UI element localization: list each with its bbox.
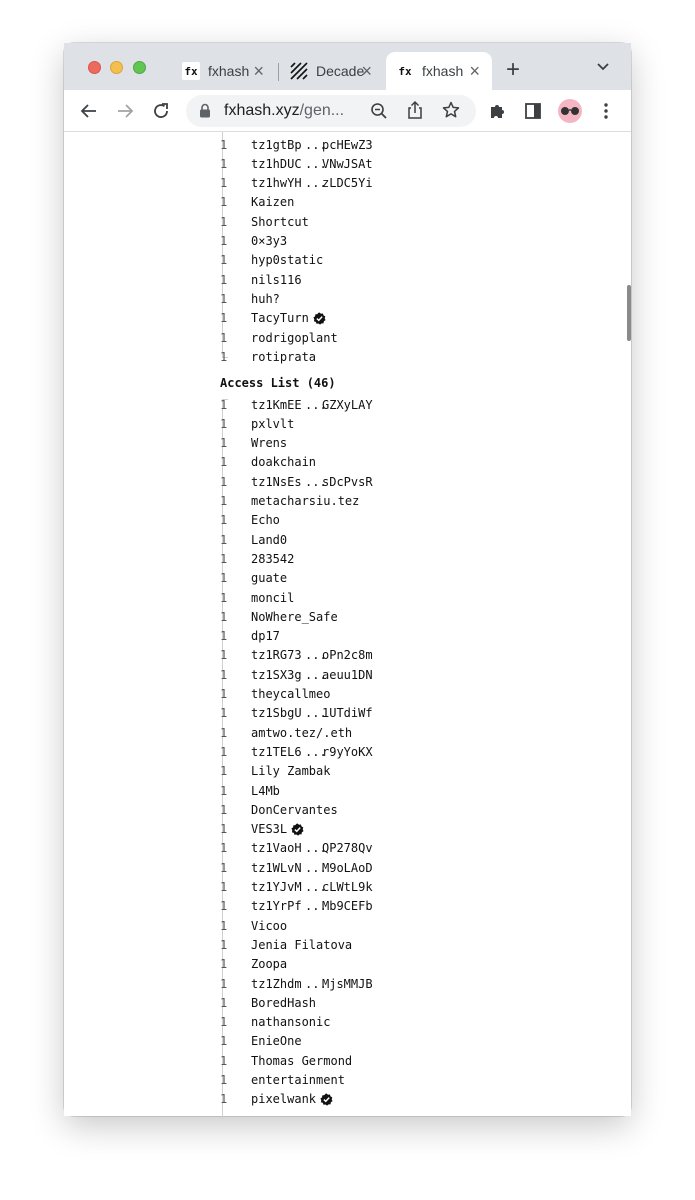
list-item bbox=[220, 193, 294, 212]
owner-name: huh? bbox=[251, 291, 280, 306]
address-suffix: sDcPvsR bbox=[322, 474, 373, 489]
sunglasses-icon bbox=[560, 106, 580, 116]
list-item bbox=[220, 549, 294, 568]
owner-name: entertainment bbox=[251, 1073, 345, 1087]
address-prefix: tz1VaoH bbox=[251, 841, 302, 856]
tab-label: Decade bbox=[316, 63, 365, 79]
list-item bbox=[220, 993, 316, 1012]
address-suffix: cLWtL9k bbox=[322, 880, 373, 894]
side-panel-icon[interactable] bbox=[522, 100, 544, 122]
forward-arrow-icon[interactable] bbox=[114, 100, 136, 122]
owner-link[interactable] bbox=[251, 668, 373, 682]
extensions-puzzle-icon[interactable] bbox=[486, 100, 508, 122]
item-quantity: 1 bbox=[220, 899, 228, 914]
owner-name: L4Mb bbox=[251, 783, 280, 798]
item-quantity: 1 bbox=[220, 311, 228, 326]
list-item bbox=[220, 820, 304, 839]
address-suffix: M9oLAoD bbox=[322, 860, 373, 875]
browser-toolbar bbox=[64, 90, 631, 132]
access-list-title: Access List (46) bbox=[220, 376, 336, 390]
item-quantity: 1 bbox=[220, 629, 228, 644]
item-quantity: 1 bbox=[220, 416, 228, 431]
owner-name: Land0 bbox=[251, 532, 288, 547]
list-item bbox=[220, 492, 359, 511]
owner-link[interactable] bbox=[251, 571, 287, 585]
profile-avatar[interactable] bbox=[558, 99, 582, 123]
list-item bbox=[220, 955, 287, 974]
owner-link[interactable] bbox=[251, 436, 287, 450]
list-item bbox=[220, 270, 302, 289]
list-item bbox=[220, 530, 287, 549]
close-window-button[interactable] bbox=[88, 61, 101, 74]
item-quantity: 1 bbox=[220, 995, 228, 1010]
owner-link[interactable] bbox=[251, 687, 330, 701]
owner-link[interactable] bbox=[251, 292, 280, 306]
list-item bbox=[220, 935, 352, 954]
item-quantity: 1 bbox=[220, 802, 228, 817]
list-item bbox=[220, 154, 373, 173]
address-suffix: Mb9CEFb bbox=[322, 899, 373, 914]
item-quantity: 1 bbox=[220, 744, 228, 759]
owner-name: 0×3y3 bbox=[251, 234, 288, 248]
tab-label: fxhash bbox=[422, 63, 464, 79]
owner-name: VES3L bbox=[251, 822, 288, 837]
bookmark-star-icon[interactable] bbox=[442, 101, 460, 124]
item-quantity: 1 bbox=[220, 1053, 228, 1068]
owner-name: TacyTurn bbox=[251, 311, 309, 326]
list-item bbox=[220, 665, 373, 684]
owner-link[interactable] bbox=[251, 764, 330, 778]
item-quantity: 1 bbox=[220, 349, 228, 364]
address-ellipsis: ... bbox=[305, 667, 327, 682]
owner-link[interactable] bbox=[251, 533, 287, 547]
tab-decade[interactable] bbox=[280, 52, 384, 90]
url-path: /gen... bbox=[299, 102, 345, 119]
address-suffix: r9yYoKX bbox=[322, 744, 373, 759]
list-item bbox=[220, 1051, 352, 1070]
owner-link[interactable] bbox=[251, 273, 302, 287]
list-item bbox=[220, 704, 373, 723]
address-prefix: tz1WLvN bbox=[251, 860, 302, 875]
address-ellipsis: ... bbox=[305, 976, 327, 991]
item-quantity: 1 bbox=[220, 474, 228, 489]
item-quantity: 1 bbox=[220, 291, 228, 306]
page-content bbox=[64, 132, 631, 1116]
owner-link[interactable] bbox=[251, 726, 352, 740]
address-suffix: zLDC5Yi bbox=[322, 176, 373, 191]
list-item bbox=[220, 839, 373, 858]
list-item bbox=[220, 395, 373, 414]
owner-name: moncil bbox=[251, 590, 295, 605]
item-quantity: 1 bbox=[220, 195, 228, 210]
share-icon[interactable] bbox=[406, 101, 424, 125]
address-suffix: QP278Qv bbox=[322, 841, 373, 856]
list-item bbox=[220, 762, 330, 781]
owner-link[interactable] bbox=[251, 253, 323, 267]
owner-link[interactable] bbox=[251, 957, 287, 971]
owner-name: theycallmeo bbox=[251, 687, 331, 701]
address-ellipsis: ... bbox=[305, 744, 327, 759]
fx-logo-icon: fx bbox=[396, 62, 414, 80]
tab-close-icon[interactable]: × bbox=[253, 61, 264, 81]
verified-badge-icon bbox=[320, 1093, 333, 1106]
item-quantity: 1 bbox=[220, 494, 228, 508]
back-arrow-icon[interactable] bbox=[78, 100, 100, 122]
list-item bbox=[220, 135, 373, 154]
list-item bbox=[220, 878, 373, 897]
owner-name: NoWhere_Safe bbox=[251, 609, 338, 624]
address-prefix: tz1SbgU bbox=[251, 706, 302, 721]
item-quantity: 1 bbox=[220, 455, 228, 470]
owner-link[interactable] bbox=[251, 215, 309, 229]
item-quantity: 1 bbox=[220, 234, 228, 248]
owner-link[interactable] bbox=[251, 938, 352, 952]
list-item bbox=[220, 251, 323, 270]
list-item bbox=[220, 1032, 302, 1051]
minimize-window-button[interactable] bbox=[110, 61, 123, 74]
address-ellipsis: ... bbox=[305, 899, 327, 914]
item-quantity: 1 bbox=[220, 532, 228, 547]
owner-link[interactable] bbox=[251, 1034, 302, 1048]
owner-name: pxlvlt bbox=[251, 416, 295, 431]
tab-separator bbox=[278, 63, 279, 81]
reload-icon[interactable] bbox=[150, 100, 172, 122]
address-prefix: tz1Zhdm bbox=[251, 976, 302, 991]
item-quantity: 1 bbox=[220, 957, 228, 972]
zoom-window-button[interactable] bbox=[133, 61, 146, 74]
list-item bbox=[220, 858, 373, 877]
owner-link[interactable] bbox=[251, 494, 359, 508]
address-suffix: 1UTdiWf bbox=[322, 706, 373, 721]
owner-link[interactable] bbox=[251, 157, 373, 171]
tab-fxhash-active[interactable] bbox=[386, 52, 492, 90]
owner-link[interactable] bbox=[251, 176, 373, 190]
address-suffix: oPn2c8m bbox=[322, 648, 373, 663]
owner-link[interactable] bbox=[251, 1054, 352, 1068]
list-item bbox=[220, 212, 309, 231]
address-prefix: tz1RG73 bbox=[251, 648, 302, 663]
owner-name: rodrigoplant bbox=[251, 330, 338, 345]
owner-link[interactable] bbox=[251, 552, 294, 566]
owner-name: nils116 bbox=[251, 272, 302, 287]
item-quantity: 1 bbox=[220, 571, 228, 586]
owner-name: Thomas Germond bbox=[251, 1053, 353, 1068]
item-quantity: 1 bbox=[220, 176, 228, 191]
owner-name: Vicoo bbox=[251, 918, 288, 933]
list-item bbox=[220, 800, 338, 819]
zoom-icon[interactable] bbox=[370, 102, 388, 125]
address-ellipsis: ... bbox=[305, 137, 327, 152]
owner-name: metacharsiu.tez bbox=[251, 494, 360, 508]
item-quantity: 1 bbox=[220, 880, 228, 894]
list-item bbox=[220, 347, 316, 366]
list-item bbox=[220, 174, 373, 193]
address-suffix: aeuu1DN bbox=[322, 667, 373, 682]
address-suffix: pcHEwZ3 bbox=[322, 137, 373, 152]
owner-name: amtwo.tez/.eth bbox=[251, 725, 353, 740]
list-item bbox=[220, 1013, 330, 1032]
owner-link[interactable] bbox=[251, 977, 373, 991]
owner-name: Wrens bbox=[251, 436, 288, 451]
owner-link[interactable] bbox=[251, 610, 338, 624]
stripes-logo-icon bbox=[290, 62, 308, 80]
item-quantity: 1 bbox=[220, 253, 228, 268]
item-quantity: 1 bbox=[220, 397, 228, 412]
list-item bbox=[220, 511, 280, 530]
owner-link[interactable] bbox=[251, 455, 316, 469]
address-suffix: GZXyLAY bbox=[322, 397, 373, 412]
owner-name: DonCervantes bbox=[251, 802, 338, 817]
item-quantity: 1 bbox=[220, 590, 228, 605]
owner-link[interactable] bbox=[251, 648, 373, 662]
address-suffix: VNwJSAt bbox=[322, 156, 373, 171]
tab-close-icon[interactable]: × bbox=[361, 61, 372, 81]
lock-icon[interactable] bbox=[199, 103, 211, 123]
scrollbar-thumb[interactable] bbox=[627, 285, 631, 341]
owner-link[interactable] bbox=[251, 417, 294, 431]
item-quantity: 1 bbox=[220, 1073, 228, 1087]
item-quantity: 1 bbox=[220, 918, 228, 933]
owner-link[interactable] bbox=[251, 706, 373, 720]
list-item bbox=[220, 232, 287, 251]
item-quantity: 1 bbox=[220, 156, 228, 171]
list-item bbox=[220, 1071, 345, 1090]
list-item bbox=[220, 916, 287, 935]
item-quantity: 1 bbox=[220, 137, 228, 152]
verified-badge-icon bbox=[313, 312, 326, 325]
url-domain: fxhash.xyz bbox=[224, 102, 300, 119]
address-bar[interactable] bbox=[186, 95, 476, 127]
verified-badge-icon bbox=[291, 823, 304, 836]
item-quantity: 1 bbox=[220, 764, 228, 779]
address-ellipsis: ... bbox=[305, 706, 327, 721]
address-prefix: tz1NsEs bbox=[251, 474, 302, 489]
address-ellipsis: ... bbox=[305, 176, 327, 191]
list-item bbox=[220, 646, 373, 665]
owner-name: Jenia Filatova bbox=[251, 937, 353, 952]
item-quantity: 1 bbox=[220, 706, 228, 721]
list-item bbox=[220, 309, 326, 328]
address-ellipsis: ... bbox=[305, 156, 327, 171]
list-item bbox=[220, 781, 280, 800]
address-prefix: tz1SX3g bbox=[251, 667, 302, 682]
address-prefix: tz1TEL6 bbox=[251, 744, 302, 759]
item-quantity: 1 bbox=[220, 841, 228, 856]
owner-link[interactable] bbox=[251, 745, 373, 759]
owner-name: rotiprata bbox=[251, 349, 317, 364]
address-ellipsis: ... bbox=[305, 880, 327, 894]
list-item bbox=[220, 588, 294, 607]
url-text[interactable] bbox=[224, 102, 356, 120]
item-quantity: 1 bbox=[220, 822, 228, 837]
owner-link[interactable] bbox=[251, 899, 373, 913]
list-item bbox=[220, 974, 373, 993]
owner-link[interactable] bbox=[251, 1015, 330, 1029]
owner-link[interactable] bbox=[251, 331, 338, 345]
address-prefix: tz1YrPf bbox=[251, 899, 302, 914]
owner-link[interactable] bbox=[251, 398, 373, 412]
list-item bbox=[220, 897, 373, 916]
item-quantity: 1 bbox=[220, 725, 228, 740]
owner-name: doakchain bbox=[251, 455, 317, 470]
item-quantity: 1 bbox=[220, 783, 228, 798]
address-ellipsis: ... bbox=[305, 474, 327, 489]
item-quantity: 1 bbox=[220, 436, 228, 451]
owner-link[interactable] bbox=[251, 350, 316, 364]
address-prefix: tz1hwYH bbox=[251, 176, 302, 191]
item-quantity: 1 bbox=[220, 937, 228, 952]
address-suffix: MjsMMJB bbox=[322, 976, 373, 991]
address-prefix: tz1hDUC bbox=[251, 156, 302, 171]
new-tab-button[interactable]: + bbox=[506, 56, 521, 83]
owner-link[interactable] bbox=[251, 591, 294, 605]
list-item bbox=[220, 685, 330, 704]
list-item bbox=[220, 414, 294, 433]
owner-link[interactable] bbox=[251, 841, 373, 855]
owner-name: BoredHash bbox=[251, 995, 317, 1010]
item-quantity: 1 bbox=[220, 1034, 228, 1049]
address-ellipsis: ... bbox=[305, 860, 327, 875]
list-item bbox=[220, 723, 352, 742]
list-item bbox=[220, 627, 280, 646]
list-item bbox=[220, 569, 287, 588]
owner-name: Echo bbox=[251, 513, 280, 528]
owner-link[interactable] bbox=[251, 475, 373, 489]
item-quantity: 1 bbox=[220, 214, 228, 229]
owner-link[interactable] bbox=[251, 513, 280, 527]
item-quantity: 1 bbox=[220, 330, 228, 345]
owner-name: pixelwank bbox=[251, 1092, 317, 1107]
owner-name: EnieOne bbox=[251, 1034, 302, 1049]
item-quantity: 1 bbox=[220, 551, 228, 566]
owner-link[interactable] bbox=[251, 311, 326, 325]
browser-window bbox=[64, 43, 631, 1116]
owner-name: 283542 bbox=[251, 551, 295, 566]
owner-link[interactable] bbox=[251, 1073, 345, 1087]
address-prefix: tz1YJvM bbox=[251, 880, 302, 894]
owner-name: nathansonic bbox=[251, 1015, 331, 1030]
item-quantity: 1 bbox=[220, 860, 228, 875]
owner-name: Shortcut bbox=[251, 214, 309, 229]
owner-name: Kaizen bbox=[251, 195, 295, 210]
list-item bbox=[220, 607, 338, 626]
list-item bbox=[220, 328, 338, 347]
owner-link[interactable] bbox=[251, 195, 294, 209]
owner-link[interactable] bbox=[251, 822, 304, 836]
tab-close-icon[interactable]: × bbox=[469, 61, 480, 81]
tab-search-chevron-icon[interactable] bbox=[596, 59, 610, 78]
owner-link[interactable] bbox=[251, 138, 373, 152]
owner-link[interactable] bbox=[251, 629, 280, 643]
more-menu-icon[interactable] bbox=[595, 100, 617, 122]
owner-link[interactable] bbox=[251, 996, 316, 1010]
list-item bbox=[220, 742, 373, 761]
item-quantity: 1 bbox=[220, 513, 228, 528]
address-ellipsis: ... bbox=[305, 648, 327, 663]
item-quantity: 1 bbox=[220, 648, 228, 663]
owner-name: Zoopa bbox=[251, 957, 288, 972]
list-item bbox=[220, 1090, 333, 1109]
owner-name: Lily Zambak bbox=[251, 764, 331, 779]
tab-strip bbox=[64, 43, 631, 90]
address-prefix: tz1KmEE bbox=[251, 397, 302, 412]
list-item bbox=[220, 453, 316, 472]
address-ellipsis: ... bbox=[305, 841, 327, 856]
list-item bbox=[220, 289, 280, 308]
owner-link[interactable] bbox=[251, 784, 280, 798]
owner-name: dp17 bbox=[251, 629, 280, 644]
owner-link[interactable] bbox=[251, 861, 373, 875]
owner-name: hyp0static bbox=[251, 253, 324, 268]
owner-link[interactable] bbox=[251, 880, 373, 894]
owner-link[interactable] bbox=[251, 803, 338, 817]
tab-fxhash-1[interactable] bbox=[172, 52, 276, 90]
item-quantity: 1 bbox=[220, 667, 228, 682]
item-quantity: 1 bbox=[220, 1092, 228, 1107]
owner-link[interactable] bbox=[251, 234, 287, 248]
item-quantity: 1 bbox=[220, 609, 228, 624]
owner-link[interactable] bbox=[251, 919, 287, 933]
item-quantity: 1 bbox=[220, 687, 228, 701]
item-quantity: 1 bbox=[220, 272, 228, 287]
list-item bbox=[220, 472, 373, 491]
owner-link[interactable] bbox=[251, 1092, 333, 1106]
fx-logo-icon: fx bbox=[182, 62, 200, 80]
address-ellipsis: ... bbox=[305, 397, 327, 412]
owner-name: guate bbox=[251, 571, 288, 586]
list-item bbox=[220, 434, 287, 453]
tab-label: fxhash bbox=[208, 63, 250, 79]
item-quantity: 1 bbox=[220, 1015, 228, 1030]
item-quantity: 1 bbox=[220, 976, 228, 991]
address-prefix: tz1gtBp bbox=[251, 137, 302, 152]
